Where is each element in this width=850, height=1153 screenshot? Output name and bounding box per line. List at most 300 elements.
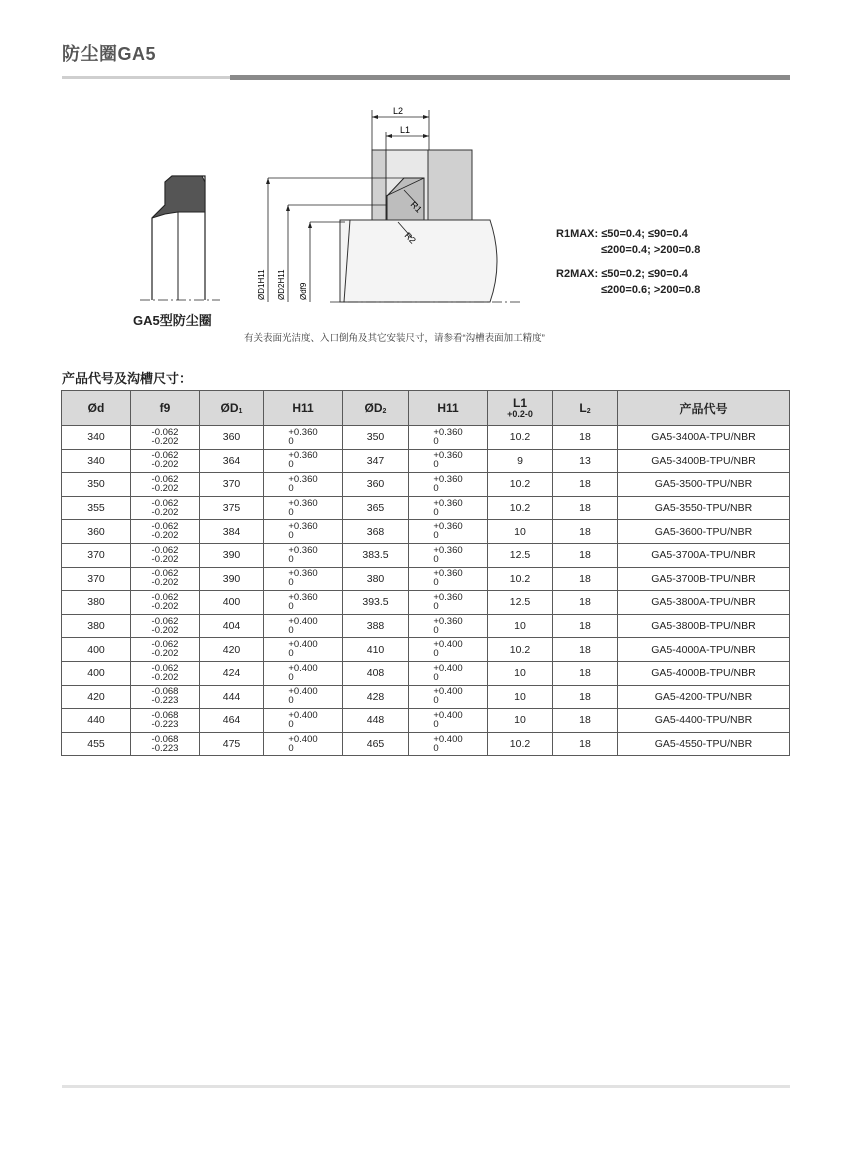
table-row [62, 426, 790, 450]
r2-note-line2 [556, 282, 700, 298]
cell-h11-d1 [264, 591, 343, 615]
cell-h11-d2-upper: +0.360 [433, 426, 463, 438]
cell-h11-d2-lower: 0 [433, 718, 439, 730]
header-l2-text: L [579, 401, 587, 415]
cell-l1: 10.2 [488, 638, 553, 662]
header-h11-b: H11 [409, 391, 488, 426]
finish-note: 有关表面光洁度、入口倒角及其它安装尺寸，请参看“沟槽表面加工精度” [244, 333, 545, 344]
cell-h11-d2-lower: 0 [433, 506, 439, 518]
cell-l1: 10 [488, 614, 553, 638]
cell-code: GA5-3600-TPU/NBR [618, 520, 790, 544]
cell-f9 [131, 426, 200, 450]
cell-f9 [131, 543, 200, 567]
cell-l1: 10 [488, 661, 553, 685]
cell-h11-d1-lower: 0 [288, 577, 294, 589]
cell-d1: 400 [200, 591, 264, 615]
cell-h11-d1-lower: 0 [288, 742, 294, 754]
header-d2 [343, 391, 409, 426]
cell-f9 [131, 591, 200, 615]
r1-note-line2 [556, 242, 700, 258]
cell-h11-d2-lower: 0 [433, 459, 439, 471]
cell-f9-lower: -0.202 [151, 600, 179, 612]
cell-h11-d1-values [288, 687, 317, 705]
cell-f9-lower: -0.202 [151, 530, 179, 542]
cell-h11-d2-values [433, 522, 462, 540]
cell-d1: 360 [200, 426, 264, 450]
cell-h11-d1-upper: +0.360 [288, 544, 318, 556]
dim-label-d1: ØD1H11 [257, 269, 266, 300]
cell-f9-lower: -0.202 [151, 648, 179, 660]
cell-h11-d1-lower: 0 [288, 718, 294, 730]
cell-h11-d1-values [288, 711, 317, 729]
header-d2-sub: 2 [382, 408, 387, 415]
cell-h11-d2-values [433, 735, 462, 753]
r1-note-line1 [556, 226, 700, 242]
cell-h11-d1-lower: 0 [288, 695, 294, 707]
cell-d1: 404 [200, 614, 264, 638]
table-header-row [62, 391, 790, 426]
radius-notes [556, 226, 700, 298]
cell-f9 [131, 614, 200, 638]
cell-f9 [131, 638, 200, 662]
cell-h11-d1-values [288, 428, 317, 446]
cell-f9-lower: -0.202 [151, 624, 179, 636]
cell-h11-d1-lower: 0 [288, 435, 294, 447]
cell-h11-d2 [409, 473, 488, 497]
cell-h11-d1-upper: +0.400 [288, 615, 318, 627]
cell-f9-upper: -0.062 [151, 521, 179, 533]
cell-h11-d2 [409, 496, 488, 520]
cell-code: GA5-4200-TPU/NBR [618, 685, 790, 709]
cell-d1: 475 [200, 732, 264, 756]
cell-f9-upper: -0.062 [151, 662, 179, 674]
cell-d2: 448 [343, 709, 409, 733]
cell-h11-d2-values [433, 546, 462, 564]
cell-h11-d2-values [433, 640, 462, 658]
cell-code: GA5-3700B-TPU/NBR [618, 567, 790, 591]
cell-h11-d2-upper: +0.400 [433, 686, 463, 698]
cell-f9-lower: -0.202 [151, 435, 179, 447]
cell-l2: 13 [553, 449, 618, 473]
cell-l1: 10 [488, 685, 553, 709]
section-title: 产品代号及沟槽尺寸： [62, 371, 193, 386]
cell-code: GA5-3800A-TPU/NBR [618, 591, 790, 615]
cell-l2: 18 [553, 638, 618, 662]
cell-f9 [131, 449, 200, 473]
cell-code: GA5-4000B-TPU/NBR [618, 661, 790, 685]
r1-values-b: ≤200=0.4; >200=0.8 [601, 244, 701, 256]
cell-h11-d2 [409, 614, 488, 638]
cell-d1: 390 [200, 543, 264, 567]
cell-h11-d2-lower: 0 [433, 648, 439, 660]
cell-l2: 18 [553, 732, 618, 756]
cell-f9-upper: -0.068 [151, 686, 179, 698]
cell-h11-d2-upper: +0.360 [433, 544, 463, 556]
cell-h11-d2-values [433, 664, 462, 682]
cell-d: 380 [62, 591, 131, 615]
cell-h11-d2 [409, 543, 488, 567]
cell-h11-d2 [409, 685, 488, 709]
cell-f9-lower: -0.202 [151, 671, 179, 683]
cell-f9-upper: -0.062 [151, 639, 179, 651]
cell-h11-d2-lower: 0 [433, 435, 439, 447]
cell-h11-d2-upper: +0.400 [433, 709, 463, 721]
cell-d: 420 [62, 685, 131, 709]
cell-f9-lower: -0.202 [151, 459, 179, 471]
cell-d: 400 [62, 638, 131, 662]
cell-l2: 18 [553, 591, 618, 615]
cell-f9-values [152, 522, 179, 540]
cell-h11-d2-lower: 0 [433, 671, 439, 683]
cell-d1: 364 [200, 449, 264, 473]
cell-h11-d1 [264, 543, 343, 567]
cell-h11-d2-lower: 0 [433, 624, 439, 636]
cell-f9 [131, 661, 200, 685]
cell-d: 370 [62, 567, 131, 591]
header-f9: f9 [131, 391, 200, 426]
header-h11-a: H11 [264, 391, 343, 426]
cell-f9-upper: -0.062 [151, 544, 179, 556]
cell-h11-d2-lower: 0 [433, 600, 439, 612]
cell-d1: 424 [200, 661, 264, 685]
cell-h11-d1-lower: 0 [288, 671, 294, 683]
cell-h11-d2-upper: +0.360 [433, 497, 463, 509]
cell-h11-d1 [264, 732, 343, 756]
cell-h11-d2 [409, 591, 488, 615]
cell-f9-values [152, 475, 179, 493]
cell-l2: 18 [553, 709, 618, 733]
cell-f9-values [152, 593, 179, 611]
cell-h11-d1-values [288, 664, 317, 682]
cell-h11-d2-values [433, 711, 462, 729]
cell-d2: 360 [343, 473, 409, 497]
cell-l2: 18 [553, 685, 618, 709]
cell-h11-d1 [264, 567, 343, 591]
cell-l1: 10 [488, 520, 553, 544]
dim-label-r1: R1 [408, 199, 424, 215]
cell-h11-d2-lower: 0 [433, 695, 439, 707]
cell-f9-values [152, 735, 179, 753]
cell-h11-d2-lower: 0 [433, 530, 439, 542]
cell-f9 [131, 732, 200, 756]
header-l1-text: L1 [512, 395, 527, 410]
cell-f9-values [152, 617, 179, 635]
header-d1 [200, 391, 264, 426]
cell-h11-d2-values [433, 428, 462, 446]
cell-f9 [131, 473, 200, 497]
cell-d: 380 [62, 614, 131, 638]
cell-h11-d1-lower: 0 [288, 459, 294, 471]
r2-label: R2 [556, 268, 571, 280]
cell-d: 400 [62, 661, 131, 685]
cell-d: 340 [62, 449, 131, 473]
cell-h11-d1-values [288, 593, 317, 611]
cell-f9 [131, 709, 200, 733]
cell-l2: 18 [553, 567, 618, 591]
groove-housing [372, 150, 472, 220]
cell-h11-d1-upper: +0.360 [288, 473, 318, 485]
cell-h11-d2-lower: 0 [433, 553, 439, 565]
cell-h11-d2 [409, 520, 488, 544]
table-row [62, 520, 790, 544]
cell-code: GA5-3500-TPU/NBR [618, 473, 790, 497]
cell-h11-d1-values [288, 640, 317, 658]
cell-h11-d2-upper: +0.360 [433, 591, 463, 603]
cell-h11-d1-upper: +0.400 [288, 733, 318, 745]
r2-values-a: MAX: ≤50=0.2; ≤90=0.4 [570, 268, 688, 280]
table-row [62, 709, 790, 733]
cell-d2: 347 [343, 449, 409, 473]
dim-label-r2: R2 [402, 230, 418, 246]
header-d1-text: ØD [220, 401, 239, 415]
cell-f9-upper: -0.068 [151, 733, 179, 745]
dim-label-l1: L1 [400, 125, 411, 135]
cell-h11-d1-values [288, 569, 317, 587]
header-d1-sub: 1 [238, 408, 243, 415]
cell-f9-values [152, 711, 179, 729]
cell-h11-d2-upper: +0.360 [433, 521, 463, 533]
cell-d2: 350 [343, 426, 409, 450]
cell-f9 [131, 520, 200, 544]
cell-h11-d2-values [433, 451, 462, 469]
cell-h11-d1-upper: +0.400 [288, 709, 318, 721]
r2-note-line1 [556, 266, 700, 282]
cell-h11-d1 [264, 520, 343, 544]
header-d: Ød [62, 391, 131, 426]
cell-f9-lower: -0.223 [151, 695, 179, 707]
cell-code: GA5-4550-TPU/NBR [618, 732, 790, 756]
cell-code: GA5-3400B-TPU/NBR [618, 449, 790, 473]
cell-h11-d2 [409, 449, 488, 473]
table-row [62, 614, 790, 638]
cell-h11-d2-lower: 0 [433, 577, 439, 589]
cell-d1: 375 [200, 496, 264, 520]
cell-d2: 408 [343, 661, 409, 685]
cell-h11-d1 [264, 614, 343, 638]
cell-d: 360 [62, 520, 131, 544]
cell-h11-d1-upper: +0.360 [288, 426, 318, 438]
cell-d: 455 [62, 732, 131, 756]
table-row [62, 473, 790, 497]
table-row [62, 449, 790, 473]
cell-h11-d2-lower: 0 [433, 742, 439, 754]
cell-h11-d1 [264, 449, 343, 473]
cell-h11-d2-values [433, 569, 462, 587]
cell-h11-d1 [264, 473, 343, 497]
cell-f9-lower: -0.223 [151, 742, 179, 754]
cell-h11-d1-values [288, 451, 317, 469]
profile-caption: GA5型防尘圈 [133, 313, 212, 328]
r1-label: R1 [556, 228, 571, 240]
cell-h11-d2 [409, 661, 488, 685]
cell-h11-d2-upper: +0.360 [433, 568, 463, 580]
cell-h11-d1-lower: 0 [288, 482, 294, 494]
cell-l2: 18 [553, 543, 618, 567]
cell-d1: 444 [200, 685, 264, 709]
cell-h11-d2-values [433, 687, 462, 705]
cell-f9-values [152, 428, 179, 446]
cell-h11-d2-values [433, 617, 462, 635]
cell-code: GA5-3550-TPU/NBR [618, 496, 790, 520]
cell-h11-d1-upper: +0.360 [288, 521, 318, 533]
seal-installation-drawing [0, 0, 850, 360]
cell-h11-d1-lower: 0 [288, 506, 294, 518]
cell-d1: 370 [200, 473, 264, 497]
header-d2-text: ØD [364, 401, 383, 415]
cell-l2: 18 [553, 661, 618, 685]
cell-h11-d1-lower: 0 [288, 600, 294, 612]
cell-f9-upper: -0.062 [151, 615, 179, 627]
cell-l2: 18 [553, 473, 618, 497]
table-row [62, 496, 790, 520]
cell-code: GA5-3800B-TPU/NBR [618, 614, 790, 638]
cell-h11-d1-upper: +0.400 [288, 686, 318, 698]
cell-f9-upper: -0.062 [151, 426, 179, 438]
cell-h11-d2-upper: +0.400 [433, 662, 463, 674]
cell-h11-d2 [409, 426, 488, 450]
cell-h11-d2-upper: +0.360 [433, 473, 463, 485]
cell-h11-d1-values [288, 499, 317, 517]
cell-f9-lower: -0.202 [151, 577, 179, 589]
cell-d2: 388 [343, 614, 409, 638]
cell-f9-upper: -0.062 [151, 473, 179, 485]
cell-d: 340 [62, 426, 131, 450]
cell-h11-d1 [264, 709, 343, 733]
header-l1-tol: +0.2-0 [507, 408, 533, 419]
cell-l1: 9 [488, 449, 553, 473]
cell-f9-values [152, 640, 179, 658]
cell-d2: 383.5 [343, 543, 409, 567]
cell-h11-d1-lower: 0 [288, 553, 294, 565]
cell-h11-d2-upper: +0.360 [433, 450, 463, 462]
footer-rule [62, 1085, 790, 1088]
table-row [62, 638, 790, 662]
cell-h11-d1 [264, 426, 343, 450]
header-l2-sub: 2 [586, 408, 591, 415]
table-row [62, 732, 790, 756]
header-code: 产品代号 [618, 391, 790, 426]
cell-f9-lower: -0.202 [151, 506, 179, 518]
cell-h11-d1-upper: +0.360 [288, 591, 318, 603]
dim-label-d2: ØD2H11 [277, 269, 286, 300]
cell-l1: 12.5 [488, 591, 553, 615]
cell-h11-d2-upper: +0.400 [433, 733, 463, 745]
cell-h11-d2-lower: 0 [433, 482, 439, 494]
table-row [62, 685, 790, 709]
cell-h11-d1-upper: +0.360 [288, 497, 318, 509]
r2-values-b: ≤200=0.6; >200=0.8 [601, 284, 701, 296]
cell-h11-d1-values [288, 735, 317, 753]
cell-d1: 420 [200, 638, 264, 662]
cell-h11-d2 [409, 638, 488, 662]
cell-f9 [131, 685, 200, 709]
cell-code: GA5-3400A-TPU/NBR [618, 426, 790, 450]
cell-f9-lower: -0.223 [151, 718, 179, 730]
cell-h11-d1-values [288, 522, 317, 540]
header-l2 [553, 391, 618, 426]
cell-d: 355 [62, 496, 131, 520]
cell-d2: 393.5 [343, 591, 409, 615]
cell-f9-lower: -0.202 [151, 553, 179, 565]
cell-h11-d1 [264, 661, 343, 685]
cell-d: 440 [62, 709, 131, 733]
cell-h11-d2 [409, 709, 488, 733]
cell-d2: 465 [343, 732, 409, 756]
cell-d2: 380 [343, 567, 409, 591]
cell-d2: 365 [343, 496, 409, 520]
rod [330, 220, 520, 302]
cell-d: 350 [62, 473, 131, 497]
cell-h11-d1-upper: +0.360 [288, 450, 318, 462]
cell-l1: 10.2 [488, 567, 553, 591]
cell-h11-d2-values [433, 499, 462, 517]
cell-f9-upper: -0.062 [151, 450, 179, 462]
cell-d1: 384 [200, 520, 264, 544]
cell-f9 [131, 567, 200, 591]
cell-f9-values [152, 687, 179, 705]
cell-d2: 428 [343, 685, 409, 709]
cell-code: GA5-4000A-TPU/NBR [618, 638, 790, 662]
cell-f9-values [152, 451, 179, 469]
cell-code: GA5-3700A-TPU/NBR [618, 543, 790, 567]
cell-d2: 368 [343, 520, 409, 544]
cell-h11-d2-upper: +0.400 [433, 639, 463, 651]
cell-l1: 10.2 [488, 473, 553, 497]
cell-l1: 10.2 [488, 496, 553, 520]
table-row [62, 567, 790, 591]
cell-h11-d1-upper: +0.400 [288, 662, 318, 674]
cell-h11-d1-values [288, 617, 317, 635]
header-l1 [488, 391, 553, 426]
cell-h11-d1-values [288, 546, 317, 564]
cell-f9-values [152, 546, 179, 564]
cell-h11-d2 [409, 567, 488, 591]
cell-l1: 10 [488, 709, 553, 733]
r1-values-a: MAX: ≤50=0.4; ≤90=0.4 [570, 228, 688, 240]
cell-h11-d2-values [433, 593, 462, 611]
dim-label-l2: L2 [393, 106, 404, 116]
cell-f9-values [152, 569, 179, 587]
cell-h11-d1-lower: 0 [288, 530, 294, 542]
page-title: 防尘圈GA5 [62, 44, 157, 64]
cell-f9-lower: -0.202 [151, 482, 179, 494]
cell-l2: 18 [553, 496, 618, 520]
cell-h11-d1-values [288, 475, 317, 493]
cell-h11-d1-upper: +0.360 [288, 568, 318, 580]
table-row [62, 543, 790, 567]
cell-h11-d1-upper: +0.400 [288, 639, 318, 651]
cell-f9-upper: -0.062 [151, 497, 179, 509]
cell-l1: 10.2 [488, 732, 553, 756]
cell-d1: 464 [200, 709, 264, 733]
table-row [62, 591, 790, 615]
cell-f9-upper: -0.068 [151, 709, 179, 721]
cell-f9-values [152, 664, 179, 682]
cell-d1: 390 [200, 567, 264, 591]
cell-h11-d1-lower: 0 [288, 648, 294, 660]
cell-d: 370 [62, 543, 131, 567]
cell-f9-values [152, 499, 179, 517]
table-row [62, 661, 790, 685]
cell-code: GA5-4400-TPU/NBR [618, 709, 790, 733]
groove-dimension-table [61, 390, 790, 756]
cell-h11-d1 [264, 638, 343, 662]
dim-label-d: Ødf9 [299, 282, 308, 300]
cell-h11-d1 [264, 496, 343, 520]
cell-h11-d1 [264, 685, 343, 709]
cell-f9 [131, 496, 200, 520]
cell-h11-d2 [409, 732, 488, 756]
